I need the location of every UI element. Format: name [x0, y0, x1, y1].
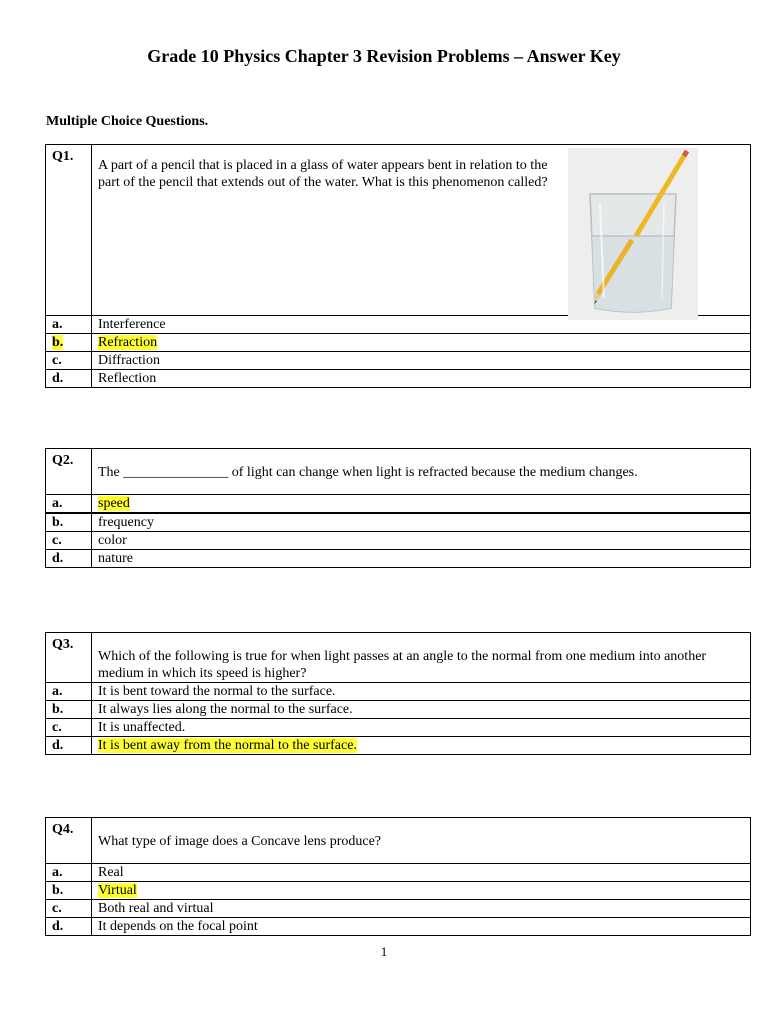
- option-label: c.: [46, 719, 92, 737]
- option-text: [92, 495, 751, 514]
- question-number: Q1.: [46, 145, 92, 316]
- option-text-value: Both real and virtual: [98, 901, 214, 916]
- option-text-value: It is unaffected.: [98, 720, 186, 735]
- option-label: a.: [46, 864, 92, 882]
- option-text: [92, 513, 751, 532]
- option-label: c.: [46, 352, 92, 370]
- option-label: d.: [46, 370, 92, 388]
- option-label: b.: [46, 701, 92, 719]
- option-text: [92, 864, 751, 882]
- question-stem: [92, 818, 751, 864]
- option-text-value: It is bent toward the normal to the surface.: [98, 684, 336, 699]
- option-text-value: Diffraction: [98, 353, 160, 368]
- question-4-table: [45, 817, 751, 936]
- question-stem: [92, 633, 751, 683]
- page-number: 1: [380, 944, 388, 959]
- option-text: [92, 918, 751, 936]
- option-text: [92, 550, 751, 568]
- option-label: c.: [46, 532, 92, 550]
- question-stem: [92, 145, 751, 316]
- option-label: a.: [46, 495, 92, 514]
- option-text-value: color: [98, 533, 127, 548]
- option-label: c.: [46, 900, 92, 918]
- question-number: Q2.: [46, 449, 92, 495]
- question-number: Q4.: [46, 818, 92, 864]
- option-text-value: Real: [98, 865, 124, 880]
- question-text: What type of image does a Concave lens produce?: [98, 834, 382, 849]
- question-stem: [92, 449, 751, 495]
- option-text-value: frequency: [98, 515, 154, 530]
- option-text: [92, 683, 751, 701]
- correct-answer-text: Virtual: [98, 883, 137, 898]
- option-label: d.: [46, 737, 92, 755]
- correct-answer-text: speed: [98, 496, 130, 511]
- question-3-table: [45, 632, 751, 755]
- option-label: d.: [46, 918, 92, 936]
- option-label: a.: [46, 316, 92, 334]
- option-text: [92, 701, 751, 719]
- option-text: [92, 882, 751, 900]
- correct-answer-label: b.: [52, 335, 64, 350]
- option-text-value: It always lies along the normal to the surface.: [98, 702, 353, 717]
- option-text: [92, 370, 751, 388]
- question-1-table: [45, 144, 751, 388]
- option-label: a.: [46, 683, 92, 701]
- option-label: [46, 334, 92, 352]
- option-text-value: Reflection: [98, 371, 157, 386]
- correct-answer-text: It is bent away from the normal to the surface.: [98, 738, 357, 753]
- option-text: [92, 719, 751, 737]
- question-number: Q3.: [46, 633, 92, 683]
- option-text-value: Interference: [98, 317, 166, 332]
- question-text: A part of a pencil that is placed in a glass of water appears bent in relation to the part of the pencil that extends out of the water. What is this phenomenon called?: [98, 158, 548, 190]
- option-text: [92, 352, 751, 370]
- option-text: [92, 900, 751, 918]
- option-text: [92, 532, 751, 550]
- option-label: d.: [46, 550, 92, 568]
- correct-answer-text: Refraction: [98, 335, 158, 350]
- question-text: The _______________ of light can change when light is refracted because the medium changes.: [98, 465, 638, 480]
- option-text: [92, 334, 751, 352]
- question-2-table: [45, 448, 751, 568]
- option-label: b.: [46, 513, 92, 532]
- section-heading: Multiple Choice Questions.: [46, 114, 209, 129]
- option-text-value: nature: [98, 551, 133, 566]
- option-text-value: It depends on the focal point: [98, 919, 258, 934]
- option-text: [92, 737, 751, 755]
- question-text: Which of the following is true for when light passes at an angle to the normal from one medium into another medium in which its speed is higher?: [98, 649, 707, 681]
- option-label: b.: [46, 882, 92, 900]
- document-title: Grade 10 Physics Chapter 3 Revision Problems – Answer Key: [147, 46, 621, 66]
- pencil-in-water-image: [568, 148, 698, 320]
